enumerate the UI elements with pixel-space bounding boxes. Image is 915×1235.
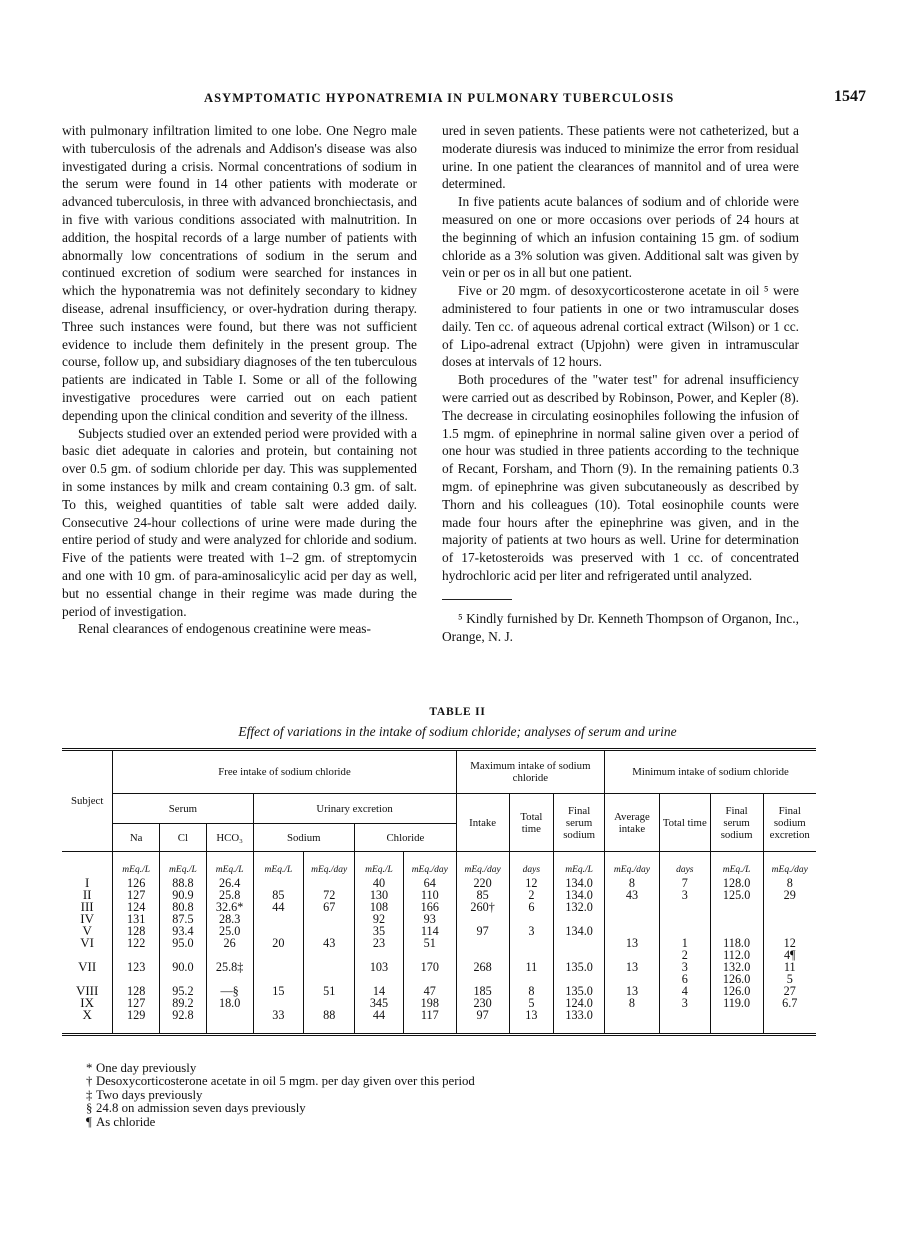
table-cell: 170: [403, 961, 456, 973]
unit-cell: mEq./day: [403, 852, 456, 878]
table-cell: 6.7: [763, 997, 816, 1009]
table-row: [62, 1009, 816, 1035]
table-cell: 43: [304, 937, 355, 949]
table-cell: 132.0: [554, 901, 605, 913]
group-free-header: Free intake of sodium chloride: [113, 750, 456, 794]
table-cell: 72: [304, 889, 355, 901]
table-cell: 4: [659, 985, 710, 997]
table-cell: [659, 913, 710, 925]
final-serum-sodium-header: Final serum sodium: [554, 794, 605, 852]
table-cell: 92: [355, 913, 404, 925]
table-cell: 125.0: [710, 889, 763, 901]
unit-cell: [62, 852, 113, 878]
table-body: [62, 852, 816, 1035]
table-cell: 127: [113, 997, 160, 1009]
table-cell: 80.8: [160, 901, 207, 913]
table-cell: 3: [659, 889, 710, 901]
group-max-header: Maximum intake of sodium chloride: [456, 750, 604, 794]
table-cell: [605, 901, 660, 913]
table-cell: [710, 901, 763, 913]
table-cell: 47: [403, 985, 456, 997]
table-cell: 123: [113, 961, 160, 973]
table-cell: —§: [206, 985, 253, 997]
final-sodium-excretion-header: Final sodium excretion: [763, 794, 816, 852]
subject-cell: V: [82, 923, 92, 938]
table-cell: 51: [403, 937, 456, 949]
table-label: TABLE II: [429, 706, 486, 718]
table-note: [86, 1075, 475, 1088]
table-cell: 12: [763, 937, 816, 949]
table-cell: 128.0: [710, 877, 763, 889]
table-cell: [659, 1009, 710, 1035]
table-cell: 64: [403, 877, 456, 889]
table-cell: [659, 901, 710, 913]
table-cell: 124: [113, 901, 160, 913]
paragraph: ured in seven patients. These patients were not catheterized, but a moderate diuresis was induced to minimize the error from residual urine. In one patient the clearances of mannitol and of urea were determined.: [442, 123, 799, 192]
table-cell: 92.8: [160, 1009, 207, 1035]
unit-cell: mEq./day: [605, 852, 660, 878]
table-cell: 90.0: [160, 961, 207, 973]
unit-cell: days: [509, 852, 554, 878]
table-cell: [605, 913, 660, 925]
unit-cell: mEq./L: [253, 852, 304, 878]
unit-cell: days: [659, 852, 710, 878]
paragraph: In five patients acute balances of sodium and of chloride were measured on one or more occasions over periods of 24 hours at the beginning of which an infusion containing 15 gm. of sodium chloride as a 3% solution was given. Additional salt was given by vein or per os in all but one patient.: [442, 194, 799, 281]
table-cell: 33: [253, 1009, 304, 1035]
table-cell: 5: [763, 973, 816, 985]
table-cell: 6: [659, 973, 710, 985]
table-cell: [253, 913, 304, 925]
subject-header: Subject: [62, 750, 113, 852]
table-cell: [763, 1009, 816, 1035]
footnote: ⁵ Kindly furnished by Dr. Kenneth Thompson of Organon, Inc., Orange, N. J.: [442, 610, 799, 644]
table-cell: 119.0: [710, 997, 763, 1009]
table-cell: 135.0: [554, 985, 605, 997]
cl-header: Cl: [160, 824, 207, 852]
hco3-header: HCO₃: [206, 824, 253, 852]
table-cell: 51: [304, 985, 355, 997]
table-cell: 28.3: [206, 913, 253, 925]
table-cell: 166: [403, 901, 456, 913]
note-mark: †: [86, 1074, 93, 1089]
table-cell: 134.0: [554, 877, 605, 889]
unit-cell: mEq./day: [763, 852, 816, 878]
table-cell: 345: [355, 997, 404, 1009]
sodium-header: Sodium: [253, 824, 355, 852]
table-cell: 110: [403, 889, 456, 901]
table-cell: [304, 949, 355, 961]
table-cell: [554, 937, 605, 949]
subject-cell: VIII: [75, 983, 99, 998]
table-cell: 32.6*: [206, 901, 253, 913]
paragraph: Five or 20 mgm. of desoxycorticosterone acetate in oil ⁵ were administered to four patients in one or two intramuscular doses daily. Ten cc. of aqueous adrenal cortical extract (Wilson) or 1 cc. of Lipo-adrenal extract (Upjohn) were given in intramuscular doses at intervals of 12 hours.: [442, 283, 799, 370]
table-cell: 25.8: [206, 889, 253, 901]
intake-header: Intake: [456, 794, 509, 852]
table-cell: 133.0: [554, 1009, 605, 1035]
table-cell: 112.0: [710, 949, 763, 961]
note-mark: ¶: [86, 1114, 92, 1129]
note-text: One day previously: [96, 1061, 197, 1075]
table-cell: 18.0: [206, 997, 253, 1009]
table-notes: [86, 1062, 475, 1129]
subject-cell: IX: [80, 995, 94, 1010]
subject-cell: I: [84, 875, 90, 890]
table-cell: 13: [605, 985, 660, 997]
table-cell: [206, 1009, 253, 1035]
table-cell: 26: [206, 937, 253, 949]
table-cell: 27: [763, 985, 816, 997]
table-cell: 3: [509, 925, 554, 937]
table-cell: 6: [509, 901, 554, 913]
table-cell: 127: [113, 889, 160, 901]
table-cell: 8: [605, 997, 660, 1009]
table-cell: 13: [605, 937, 660, 949]
table-cell: 103: [355, 961, 404, 973]
table-cell: 4¶: [763, 949, 816, 961]
table-cell: 11: [763, 961, 816, 973]
table-cell: 12: [509, 877, 554, 889]
group-min-header: Minimum intake of sodium chloride: [605, 750, 816, 794]
table-cell: 118.0: [710, 937, 763, 949]
running-title: ASYMPTOMATIC HYPONATREMIA IN PULMONARY TUBERCULOSIS: [204, 91, 675, 105]
table-cell: 129: [113, 1009, 160, 1035]
table-cell: 134.0: [554, 925, 605, 937]
table-cell: 185: [456, 985, 509, 997]
note-mark: ‡: [86, 1087, 93, 1102]
unit-cell: mEq./L: [113, 852, 160, 878]
table-cell: 40: [355, 877, 404, 889]
table-cell: 2: [659, 949, 710, 961]
table-cell: 128: [113, 925, 160, 937]
table-cell: 260†: [456, 901, 509, 913]
note-text: 24.8 on admission seven days previously: [96, 1101, 306, 1116]
table-cell: 67: [304, 901, 355, 913]
table-row: [62, 961, 816, 973]
table-cell: 132.0: [710, 961, 763, 973]
table-cell: 15: [253, 985, 304, 997]
unit-cell: mEq./L: [160, 852, 207, 878]
table-cell: 135.0: [554, 961, 605, 973]
note-text: Two days previously: [96, 1087, 203, 1102]
table-cell: 122: [113, 937, 160, 949]
table-cell: 93: [403, 913, 456, 925]
table-cell: [763, 913, 816, 925]
table-cell: 97: [456, 925, 509, 937]
unit-cell: mEq./L: [710, 852, 763, 878]
unit-cell: mEq./day: [456, 852, 509, 878]
table-cell: 268: [456, 961, 509, 973]
unit-cell: mEq./L: [355, 852, 404, 878]
right-column: [442, 122, 799, 645]
table-caption: Effect of variations in the intake of sodium chloride; analyses of serum and urine: [238, 724, 677, 739]
running-head: [62, 88, 866, 110]
na-header: Na: [113, 824, 160, 852]
table-cell: 25.0: [206, 925, 253, 937]
table-cell: 14: [355, 985, 404, 997]
table-cell: 44: [253, 901, 304, 913]
table-cell: 220: [456, 877, 509, 889]
table-cell: 126.0: [710, 985, 763, 997]
data-table: [62, 748, 816, 1036]
table-cell: 97: [456, 1009, 509, 1035]
table-cell: 93.4: [160, 925, 207, 937]
table-cell: 23: [355, 937, 404, 949]
table-cell: 88: [304, 1009, 355, 1035]
table-cell: 5: [509, 997, 554, 1009]
paragraph: Both procedures of the "water test" for adrenal insufficiency were carried out as described by Robinson, Power, and Kepler (8). The decrease in circulating eosinophiles following the infusion of 1.5 mgm. of epinephrine in normal saline given over a period of one hour was studied in three patients according to the technique of Recant, Forsham, and Thorn (9). In the remaining patients 0.3 mgm. of epinephrine was given subcutaneously as described by Thorn and his colleagues (10). Total eosinophile counts were made four hours after the epinephrine was given, and in the majority of patients at two hours as well. Urine for determination of 17-ketosteroids was preserved with 1 cc. of concentrated hydrochloric acid per liter and refrigerated until analyzed.: [442, 372, 799, 583]
note-text: As chloride: [96, 1114, 156, 1129]
table-cell: 85: [456, 889, 509, 901]
table-cell: 43: [605, 889, 660, 901]
subject-cell: III: [80, 899, 94, 914]
table-cell: [253, 961, 304, 973]
table-cell: [509, 937, 554, 949]
table-cell: [763, 901, 816, 913]
table-cell: 20: [253, 937, 304, 949]
table-cell: 134.0: [554, 889, 605, 901]
table-cell: 13: [605, 961, 660, 973]
table-cell: 114: [403, 925, 456, 937]
urinary-excretion-header: Urinary excretion: [253, 794, 456, 824]
table-cell: 230: [456, 997, 509, 1009]
table-note: [86, 1116, 475, 1129]
unit-cell: mEq./day: [304, 852, 355, 878]
paragraph: Renal clearances of endogenous creatinine were meas-: [78, 621, 371, 637]
table-cell: 130: [355, 889, 404, 901]
table-cell: [605, 1009, 660, 1035]
table-cell: 85: [253, 889, 304, 901]
subject-cell: VII: [78, 959, 97, 974]
table-cell: 11: [509, 961, 554, 973]
table-cell: 3: [659, 961, 710, 973]
note-text: Desoxycorticosterone acetate in oil 5 mgm. per day given over this period: [96, 1074, 475, 1089]
table-cell: 1: [659, 937, 710, 949]
paragraph: Subjects studied over an extended period were provided with a basic diet adequate in calories and protein, but containing not over 0.5 gm. of sodium chloride per day. This was supplemented in some instances by milk and cream containing 0.3 gm. of salt. To this, weighed quantities of table salt were added daily. Consecutive 24-hour collections of urine were made during the entire period of study and were analyzed for chloride and sodium. Five of the patients were treated with 1–2 gm. of streptomycin and one with 10 gm. of para-aminosalicylic acid per day as well, but no essential change in their regime was made during the period of investigation.: [62, 425, 417, 619]
table-cell: 8: [763, 877, 816, 889]
table-cell: 87.5: [160, 913, 207, 925]
table-cell: 128: [113, 985, 160, 997]
table-cell: 3: [659, 997, 710, 1009]
table-cell: 8: [509, 985, 554, 997]
table-cell: 89.2: [160, 997, 207, 1009]
note-mark: *: [86, 1061, 93, 1075]
page-number: 1547: [834, 88, 866, 105]
table-cell: 29: [763, 889, 816, 901]
average-intake-header: Average intake: [605, 794, 660, 852]
table-cell: [304, 961, 355, 973]
table-cell: 108: [355, 901, 404, 913]
table-cell: [710, 1009, 763, 1035]
table-cell: 117: [403, 1009, 456, 1035]
table-cell: 198: [403, 997, 456, 1009]
table-cell: 8: [605, 877, 660, 889]
table-cell: 88.8: [160, 877, 207, 889]
table-cell: 90.9: [160, 889, 207, 901]
units-row: [62, 852, 816, 878]
final-serum-sodium-header: Final serum sodium: [710, 794, 763, 852]
table-note: [86, 1102, 475, 1115]
table-cell: [253, 949, 304, 961]
table-cell: 126.0: [710, 973, 763, 985]
table-cell: 95.0: [160, 937, 207, 949]
table-cell: 35: [355, 925, 404, 937]
table-note: [86, 1062, 475, 1075]
table-cell: 7: [659, 877, 710, 889]
subject-cell: VI: [80, 935, 94, 950]
subject-cell: X: [82, 1007, 92, 1022]
footnote-divider: [442, 599, 512, 600]
chloride-header: Chloride: [355, 824, 457, 852]
note-mark: §: [86, 1101, 93, 1116]
total-time-header: Total time: [509, 794, 554, 852]
subject-cell: IV: [80, 911, 94, 926]
table-cell: 44: [355, 1009, 404, 1035]
unit-cell: mEq./L: [206, 852, 253, 878]
table-cell: 25.8‡: [206, 961, 253, 973]
table-cell: 13: [509, 1009, 554, 1035]
table-cell: [304, 913, 355, 925]
table-note: [86, 1089, 475, 1102]
unit-cell: mEq./L: [554, 852, 605, 878]
table-cell: 131: [113, 913, 160, 925]
table-cell: 124.0: [554, 997, 605, 1009]
table-cell: 26.4: [206, 877, 253, 889]
table-cell: 126: [113, 877, 160, 889]
total-time-header: Total time: [659, 794, 710, 852]
table-cell: 95.2: [160, 985, 207, 997]
paragraph: with pulmonary infiltration limited to one lobe. One Negro male with tuberculosis of the adrenals and Addison's disease was also investigated during a crisis. Normal concentrations of sodium in the serum were found in 14 other patients with moderate or advanced tuberculosis, in three with advanced bronchiectasis, and in five with various conditions associated with malnutrition. In addition, the hospital records of a large number of patients with abnormally low concentrations of sodium in the serum and continued excretion of sodium were searched for instances in which the hyponatremia was not definitely secondary to kidney disease, adrenal insufficiency, or over-hydration during therapy. Three such instances were found, but there was not sufficient evidence to include them definitely in the present group. The course, follow up, and subsidiary diagnoses of the ten tuberculous patients are indicated in Table I. Some or all of the following investigative procedures were carried out on each patient depending upon the clinical condition and severity of the illness.: [62, 123, 417, 423]
left-column: [62, 122, 417, 638]
table-row: [62, 937, 816, 949]
serum-header: Serum: [113, 794, 253, 824]
table-cell: [710, 913, 763, 925]
table-cell: 2: [509, 889, 554, 901]
subject-cell: II: [82, 887, 92, 902]
table-cell: [456, 937, 509, 949]
